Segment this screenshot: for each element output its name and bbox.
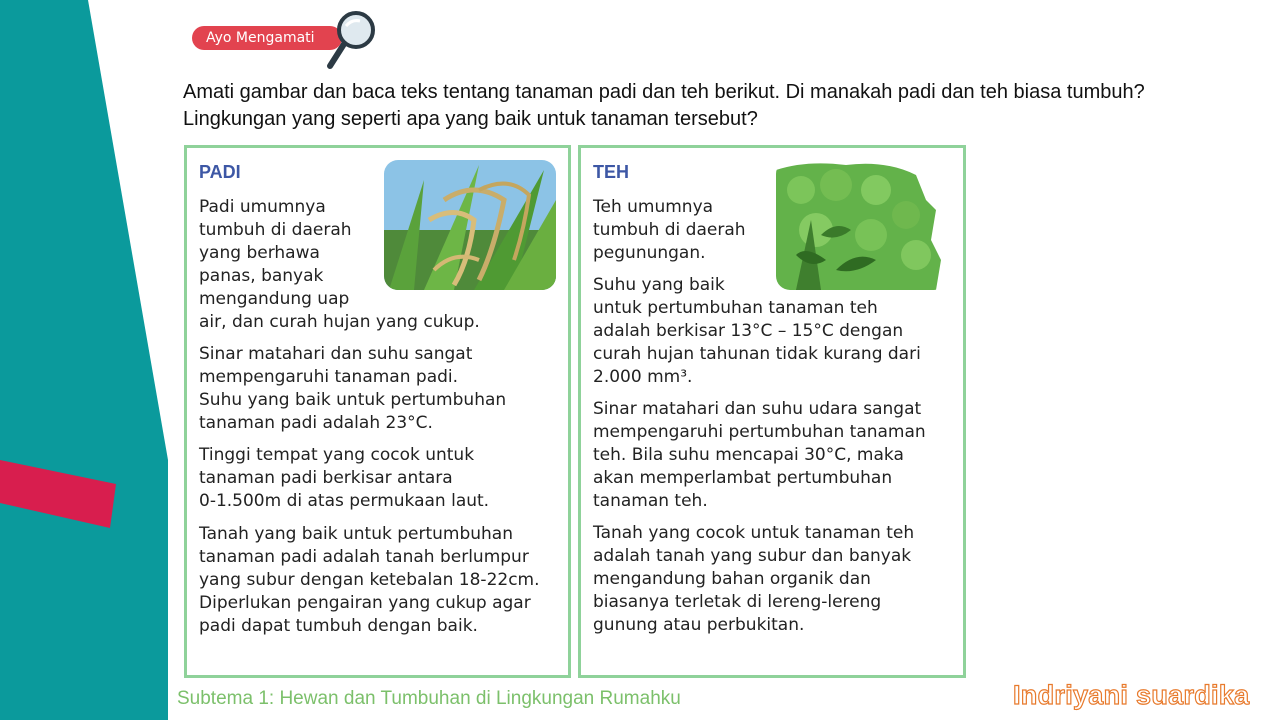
padi-card: [184, 145, 571, 678]
teh-paragraph: Suhu yang baik untuk pertumbuhan tanaman teh adalah berkisar 13°C – 15°C dengan curah hujan tahunan tidak kurang dari 2.000 mm³.: [593, 275, 921, 387]
ayo-mengamati-badge: [192, 26, 342, 50]
badge-label: Ayo Mengamati: [206, 30, 315, 46]
teh-paragraph: Teh umumnya tumbuh di daerah pegunungan.: [593, 197, 746, 263]
padi-paragraph: Tanah yang baik untuk pertumbuhan tanaman padi adalah tanah berlumpur yang subur dengan ketebalan 18-22cm. Diperlukan pengairan yang cukup agar padi dapat tumbuh dengan baik.: [199, 524, 540, 636]
padi-paragraph: Sinar matahari dan suhu sangat mempengaruhi tanaman padi. Suhu yang baik untuk pertumbuhan tanaman padi adalah 23°C.: [199, 344, 507, 433]
teh-paragraph: Sinar matahari dan suhu udara sangat mempengaruhi pertumbuhan tanaman teh. Bila suhu mencapai 30°C, maka akan memperlambat pertumbuhan tanaman teh.: [593, 399, 926, 511]
tea-plant-image: [776, 160, 948, 290]
instruction-text: Amati gambar dan baca teks tentang tanaman padi dan teh berikut. Di manakah padi dan teh biasa tumbuh? Lingkungan yang seperti apa yang baik untuk tanaman tersebut?: [183, 81, 1145, 129]
teh-title: TEH: [593, 162, 629, 182]
padi-paragraph: Tinggi tempat yang cocok untuk tanaman padi berkisar antara 0-1.500m di atas permukaan laut.: [199, 445, 490, 511]
author-watermark: Indriyani suardika: [1013, 680, 1250, 710]
padi-paragraph: Padi umumnya tumbuh di daerah yang berhawa panas, banyak mengandung uap air, dan curah hujan yang cukup.: [199, 197, 480, 332]
magnifier-icon: [322, 6, 380, 72]
teh-paragraph: Tanah yang cocok untuk tanaman teh adalah tanah yang subur dan banyak mengandung bahan organik dan biasanya terletak di lereng-lereng gunung atau perbukitan.: [593, 523, 915, 635]
teal-shape: [0, 0, 168, 720]
subtheme-footer: Subtema 1: Hewan dan Tumbuhan di Lingkungan Rumahku: [177, 688, 681, 709]
teh-card: [578, 145, 966, 678]
padi-title: PADI: [199, 162, 241, 182]
